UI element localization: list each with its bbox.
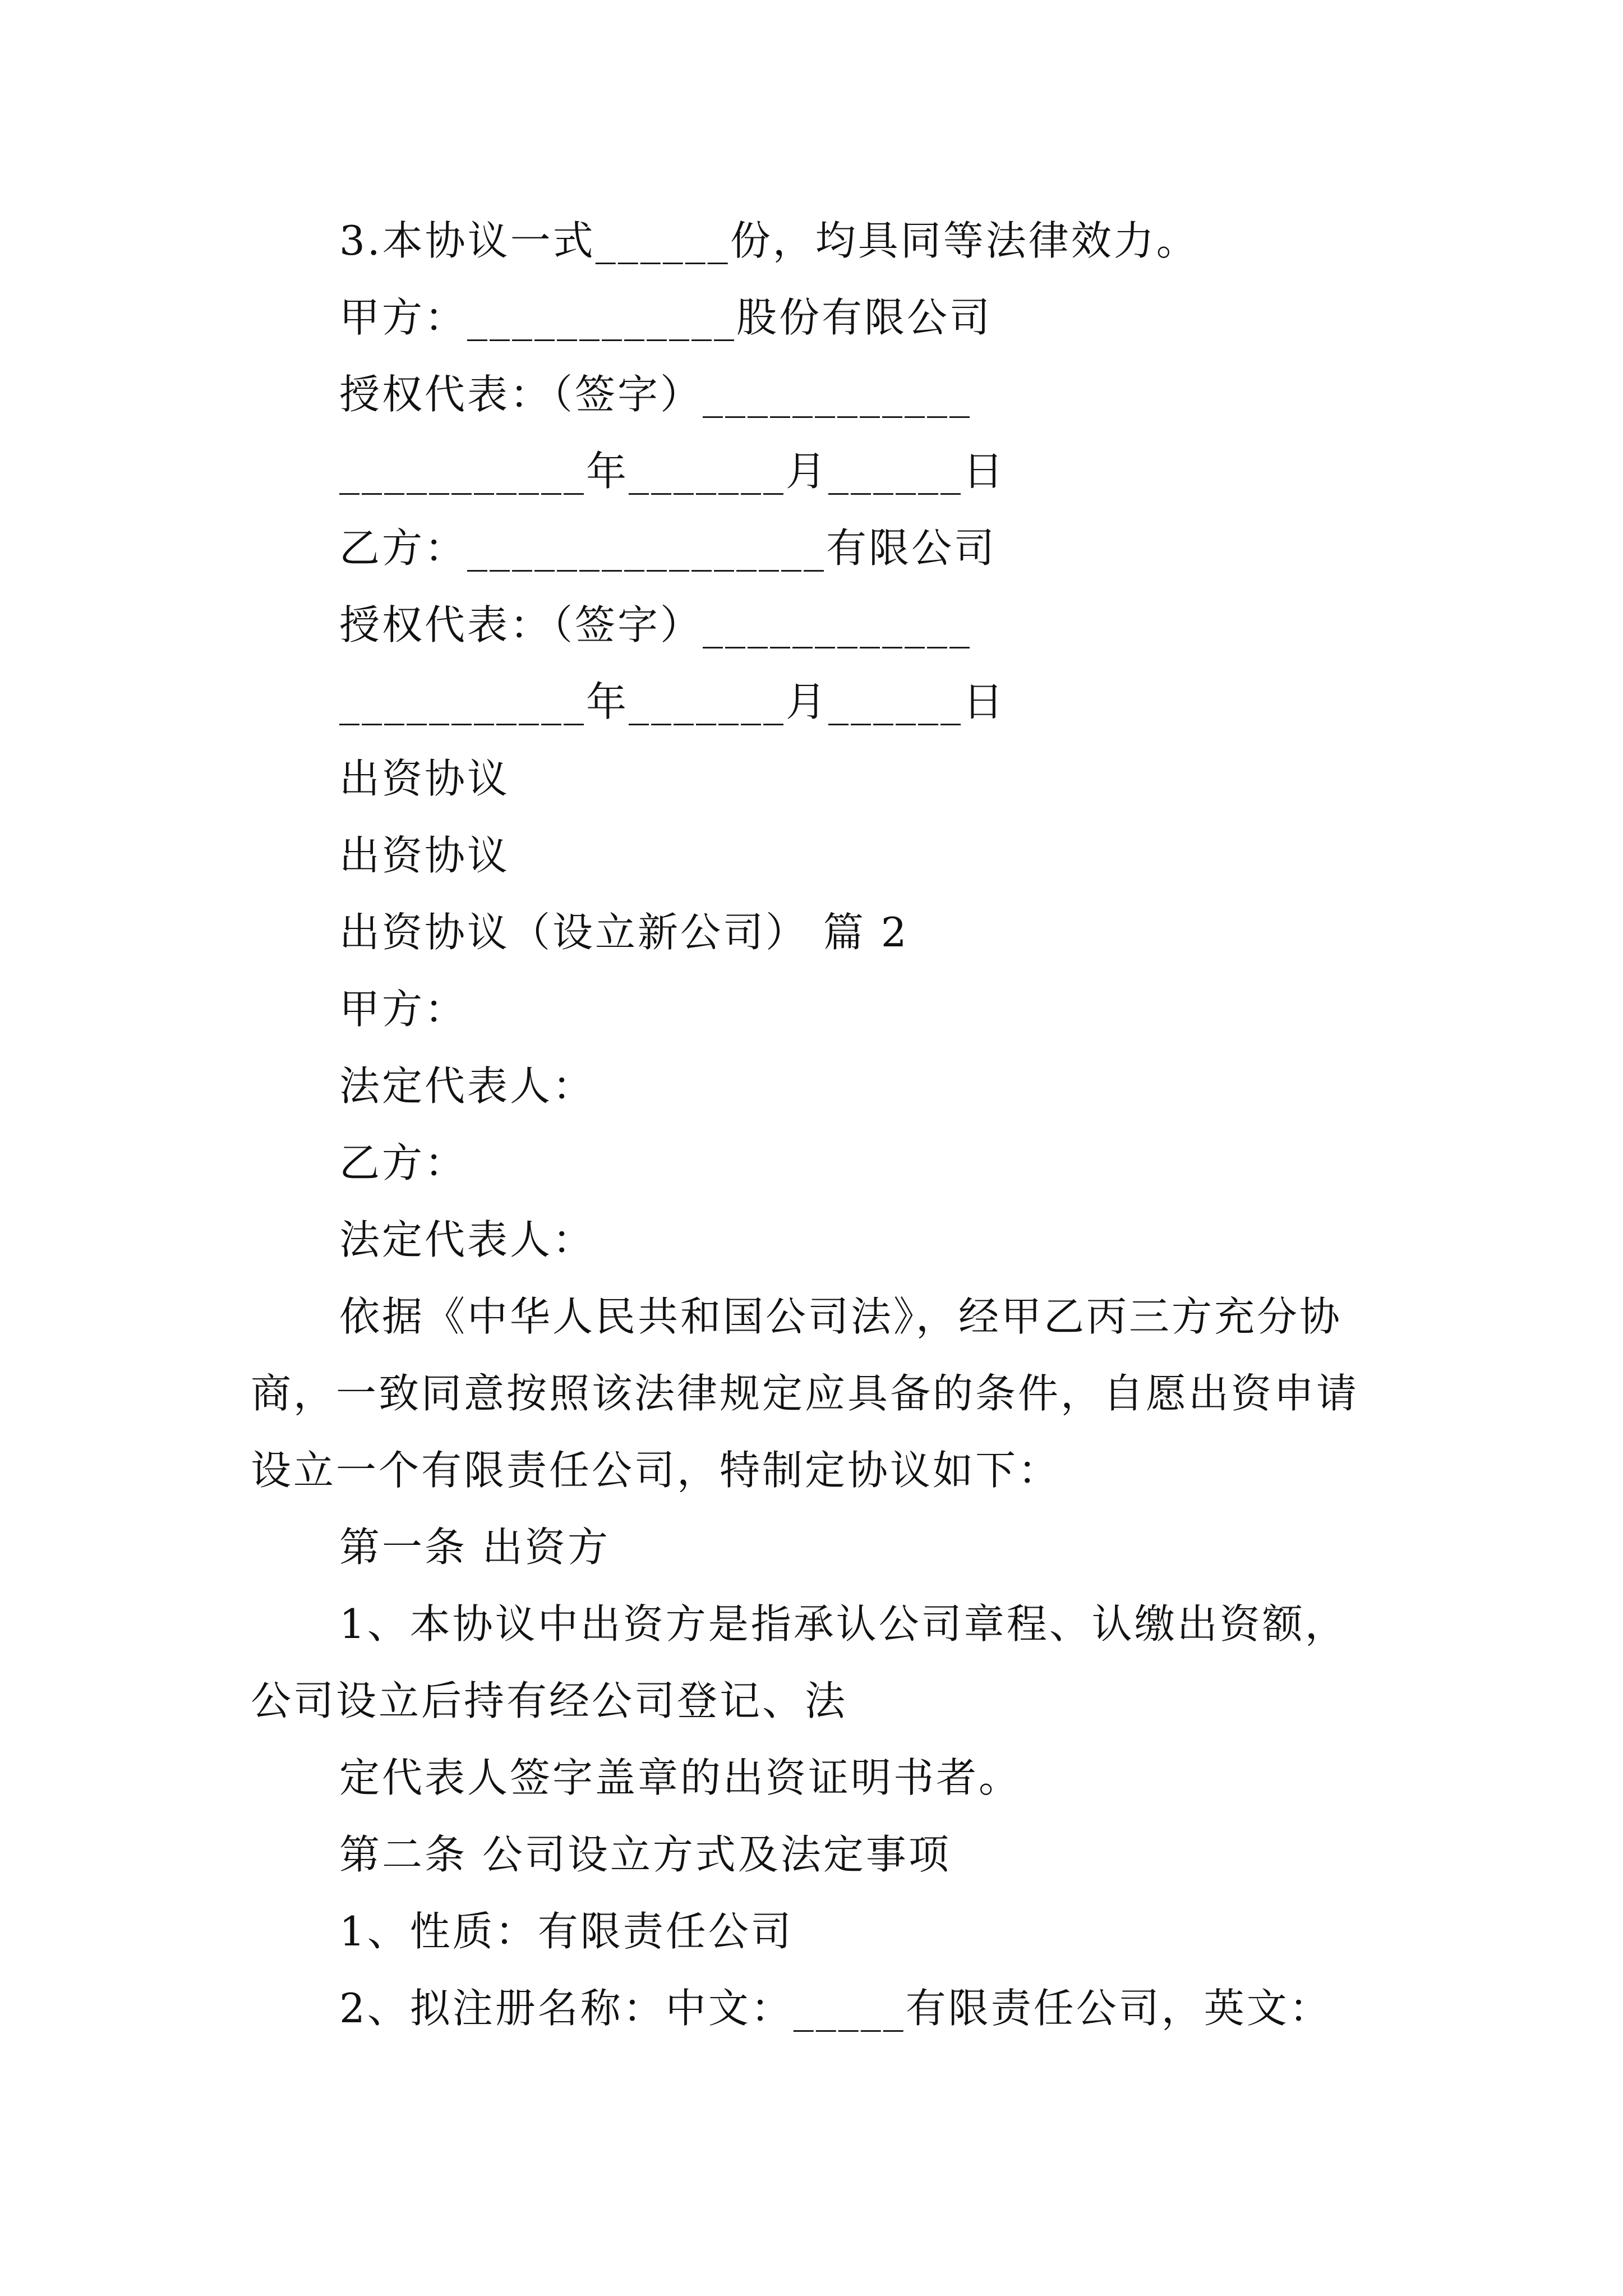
party-a-signature: 授权代表：（签字）____________: [339, 371, 972, 418]
legal-rep-label: 法定代表人：: [339, 1216, 596, 1263]
party-b-company: 乙方：________________有限公司: [339, 524, 997, 572]
party-b-signature: 授权代表：（签字）____________: [339, 601, 972, 648]
article-heading: 第一条 出资方: [339, 1524, 610, 1571]
clause-line: 定代表人签字盖章的出资证明书者。: [339, 1754, 1022, 1801]
article-title: 出资协议（设立新公司） 篇 2: [339, 909, 909, 956]
party-b-label: 乙方：: [339, 1139, 468, 1186]
legal-rep-label: 法定代表人：: [339, 1062, 596, 1110]
clause-line: 1、性质：有限责任公司: [339, 1908, 794, 1955]
clause-line: 公司设立后持有经公司登记、法: [251, 1677, 848, 1724]
party-a-company: 甲方：____________股份有限公司: [339, 294, 993, 341]
clause-copies: 3.本协议一式______份，均具同等法律效力。: [339, 217, 1199, 264]
article-heading: 第二条 公司设立方式及法定事项: [339, 1831, 951, 1878]
preamble-line: 商，一致同意按照该法律规定应具备的条件，自愿出资申请: [251, 1370, 1359, 1417]
section-heading: 出资协议: [339, 832, 510, 879]
section-heading: 出资协议: [339, 755, 510, 802]
preamble-line: 设立一个有限责任公司，特制定协议如下：: [251, 1447, 1061, 1494]
preamble-line: 依据《中华人民共和国公司法》，经甲乙丙三方充分协: [339, 1293, 1343, 1340]
clause-line: 2、拟注册名称：中文：_____有限责任公司，英文：: [339, 1985, 1332, 2032]
party-a-date: ___________年_______月______日: [339, 448, 1006, 495]
party-a-label: 甲方：: [339, 986, 468, 1033]
clause-line: 1、本协议中出资方是指承认公司章程、认缴出资额，: [339, 1600, 1348, 1648]
party-b-date: ___________年_______月______日: [339, 678, 1006, 725]
